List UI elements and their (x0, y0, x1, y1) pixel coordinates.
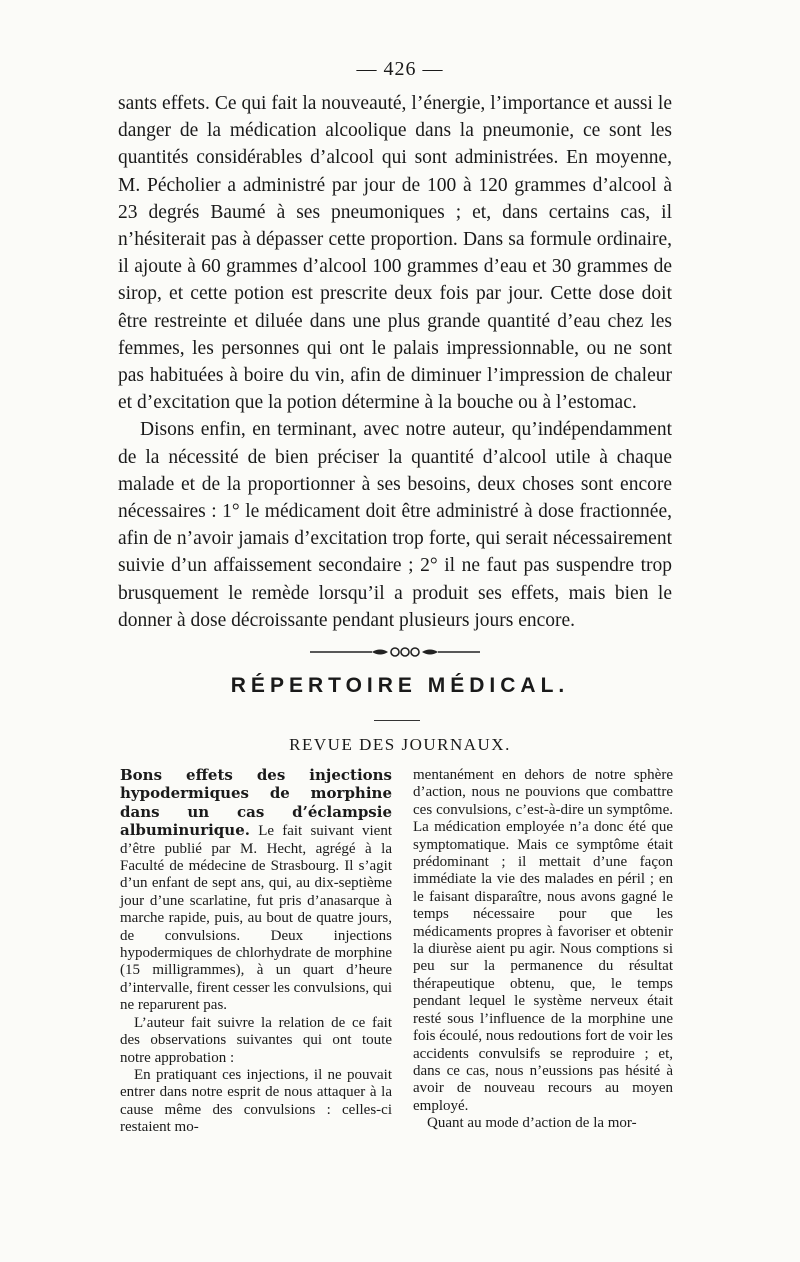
main-paragraph: sants effets. Ce qui fait la nouveauté, l’énergie, l’importance et aussi le danger de la médication alcoolique dans la pneumonie, ce sont les quantités considérables d’alcool qui sont administrées. En moyenne, M. Pécholier a administré par jour de 100 à 120 grammes d’alcool à 23 degrés Baumé à ses pneumoniques ; et, dans certains cas, il n’hésiterait pas à dépasser cette proportion. Dans sa formule ordinaire, il ajoute à 60 grammes d’alcool 100 grammes d’eau et 30 grammes de sirop, et cette potion est prescrite deux fois par jour. Cette dose doit être restreinte et diluée dans une plus grande quantité d’eau chez les femmes, les personnes qui ont le palais impressionnable, ou ne sont pas habituées à boire du vin, afin de diminuer l’impression de chaleur et d’excitation que la potion détermine à la bouche ou à l’estomac. (118, 93, 672, 414)
sub-title: REVUE DES JOURNAUX. (289, 735, 511, 754)
section-title: RÉPERTOIRE MÉDICAL. (230, 674, 570, 697)
ornament-divider-icon (310, 646, 480, 658)
article-paragraph (120, 767, 392, 1015)
article-lead-text: Le fait suivant vient d’être publié par M. Hecht, agrégé à la Faculté de médecine de Strasbourg. Il s’agit d’un enfant de sept ans, qui, au dix-septième jour d’une scarlatine, fut pris d’anasarque à marche rapide, puis, au bout de quatre jours, de convulsions. Deux injections hypodermiques de chlorhydrate de morphine (15 milligrammes), à un quart d’heure d’intervalle, firent cesser les convulsions, qui ne reparurent pas. (120, 823, 393, 1014)
article-paragraph: En pratiquant ces injections, il ne pouvait entrer dans notre esprit de nous attaquer à la cause même des convulsions : celles-ci restaient mo- (120, 1066, 392, 1136)
main-paragraph: Disons enfin, en terminant, avec notre auteur, qu’indépendamment de la nécessité de bien préciser la quantité d’alcool utile à chaque malade et de la proportionner à ses besoins, deux choses sont encore nécessaires : 1° le médicament doit être administré à dose fractionnée, afin de n’avoir jamais d’excitation trop forte, qui serait nécessairement suivie d’un affaissement secondaire ; 2° il ne faut pas suspendre trop brusquement le remède lorsqu’il a produit ses effets, mais bien le donner à dose décroissante pendant plusieurs jours encore. (118, 419, 672, 631)
article-paragraph: mentanément en dehors de notre sphère d’action, nous ne pouvions que combattre ces convulsions, c’est-à-dire un symptôme. La médication employée n’a donc été que symptomatique. Mais ce symptôme était prédominant ; il mettait d’une façon immédiate la vie des malades en péril ; en le faisant disparaître, nous avons gagné le temps nécessaire pour que les médicaments propres à favoriser et obtenir la diurèse aient pu agir. Nous comptions si peu sur la permanence du résultat thérapeutique obtenu, que, le temps pendant lequel le système nerveux était resté sous l’influence de la morphine une fois écoulé, nous redoutions fort de voir les accidents convulsifs se reproduire ; et, dans ce cas, nous n’eussions pas hésité à avoir de nouveau recours au moyen employé. (413, 767, 673, 1114)
title-rule (374, 720, 420, 721)
main-text-block (118, 90, 672, 634)
article-lead-title: Bons effets des injections hypodermiques de morphine dans un cas d’éclampsie albuminurique. (120, 766, 392, 840)
article-paragraph: L’auteur fait suivre la relation de ce fait des observations suivantes qui ont toute notre approbation : (120, 1014, 392, 1066)
article-paragraph: Quant au mode d’action de la mor- (427, 1115, 637, 1132)
left-column (120, 767, 392, 1137)
page-number: — 426 — (356, 58, 444, 80)
right-column (413, 767, 673, 1133)
